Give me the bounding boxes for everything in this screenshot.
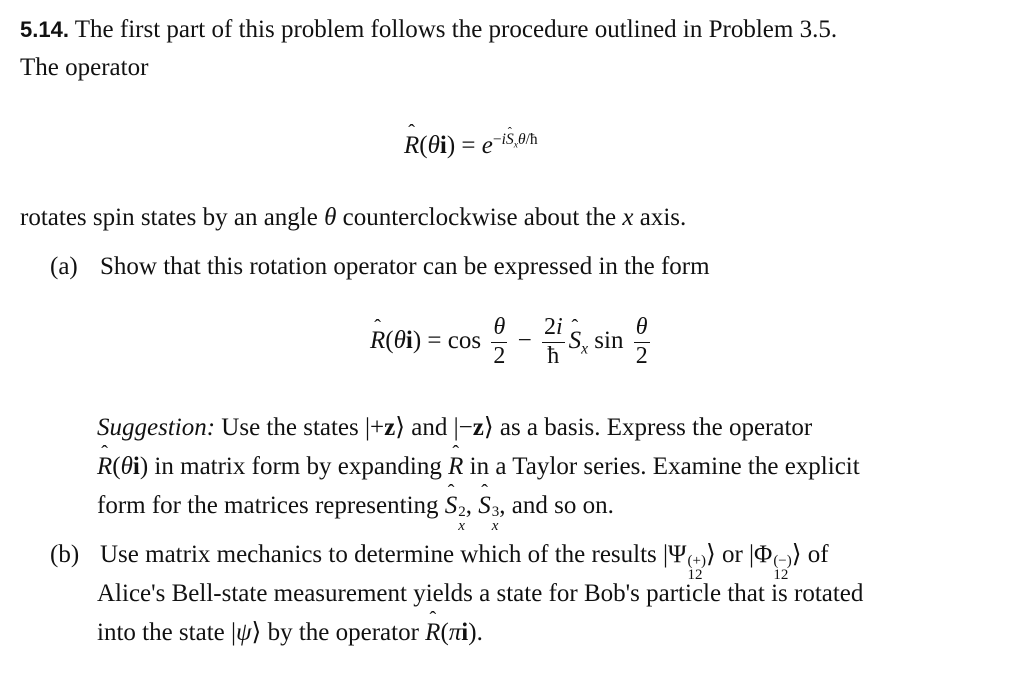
- suggestion-text-3b: and so on.: [511, 492, 614, 519]
- part-b-text-1a: Use matrix mechanics to determine which of the results: [100, 541, 657, 568]
- part-a-line: [50, 251, 710, 284]
- part-b-line1: (b) Use matrix mechanics to determine which of the results |Ψ (+) 12 ⟩ or |Φ (−) 12 ⟩ of: [50, 541, 829, 584]
- problem-intro-line2: The operator: [20, 54, 149, 81]
- part-b-text-3b: by the operator: [267, 619, 419, 646]
- problem-header-line: [20, 14, 837, 47]
- suggestion-line2: ˆ R(θi) in matrix form by expanding ˆ R in a Taylor series. Examine the explicit: [97, 451, 860, 484]
- problem-intro-line1: The first part of this problem follows the procedure outlined in Problem 3.5.: [74, 16, 838, 43]
- part-a-text: Show that this rotation operator can be expressed in the form: [100, 253, 710, 280]
- suggestion-text-2b: in a Taylor series. Examine the explicit: [469, 453, 860, 480]
- part-b-text-1c: of: [807, 541, 829, 568]
- problem-number: 5.14.: [20, 17, 69, 42]
- part-b-text-1b: or: [721, 541, 743, 568]
- part-b-label: (b): [50, 541, 80, 568]
- suggestion-label: Suggestion:: [97, 414, 216, 441]
- part-b-text-3a: into the state: [97, 619, 225, 646]
- suggestion-text-1c: as a basis. Express the operator: [499, 414, 813, 441]
- equation-expanded-form: ˆ R(θi) = cos $\frac{\theta}{2}$ − $\frac{2i}{ħ}$ ˆ $S_x$ sin $\frac{\theta}{2}$: [370, 314, 654, 370]
- suggestion-text-3a: form for the matrices representing: [97, 492, 439, 519]
- suggestion-text-1b: and: [411, 414, 448, 441]
- suggestion-line1: Suggestion: Use the states |+z⟩ and |−z⟩ as a basis. Express the operator: [97, 414, 813, 441]
- part-a-label: (a): [50, 253, 78, 280]
- rotation-tail: counterclockwise about the: [342, 204, 617, 231]
- suggestion-text-2a: in matrix form by expanding: [154, 453, 442, 480]
- suggestion-text-1a: Use the states: [221, 414, 359, 441]
- part-b-line2: Alice's Bell-state measurement yields a state for Bob's particle that is rotated: [97, 580, 864, 607]
- axis-word: axis.: [639, 204, 687, 231]
- equation-rotation-operator: ˆ $R(\theta i) = e^{-iˆ S_x\theta/ħ}$: [404, 130, 538, 163]
- rotation-description: rotates spin states by an angle θ counterclockwise about the x axis.: [20, 204, 687, 231]
- suggestion-line3: form for the matrices representing ˆ S 2 x , ˆ S 3 x , and so on.: [97, 490, 614, 534]
- part-b-line3: into the state |ψ⟩ by the operator ˆ R(πi).: [97, 617, 483, 650]
- rotation-label: rotates spin states by an angle: [20, 204, 318, 231]
